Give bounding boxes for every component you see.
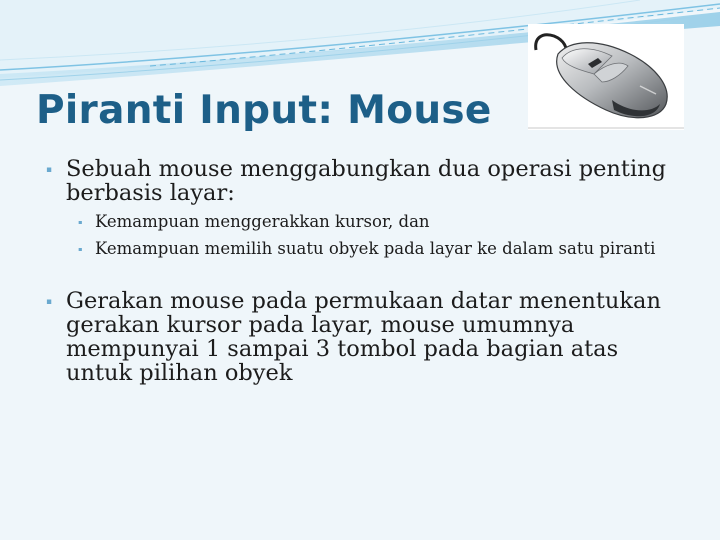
sub-bullet-icon: ⬝ [78, 212, 83, 231]
sub-bullet-item [78, 240, 678, 258]
bullet-item [46, 157, 686, 205]
computer-mouse-icon [528, 24, 684, 130]
bullet-text: Gerakan mouse pada permukaan datar menentukan gerakan kursor pada layar, mouse umumnya mempunyai 1 sampai 3 tombol pada bagian atas untuk pilihan obyek [66, 288, 661, 386]
sub-bullet-item [78, 213, 678, 231]
slide-title: Piranti Input: Mouse [36, 88, 492, 133]
bullet-item [46, 289, 686, 385]
bullet-text: Sebuah mouse menggabungkan dua operasi penting berbasis layar: [66, 156, 667, 206]
bullet-icon: ⬝ [46, 288, 53, 314]
sub-bullet-icon: ⬝ [78, 239, 83, 258]
sub-bullet-text: Kemampuan menggerakkan kursor, dan [95, 212, 430, 231]
bullet-icon: ⬝ [46, 156, 53, 182]
sub-bullet-text: Kemampuan memilih suatu obyek pada layar ke dalam satu piranti [95, 239, 656, 258]
